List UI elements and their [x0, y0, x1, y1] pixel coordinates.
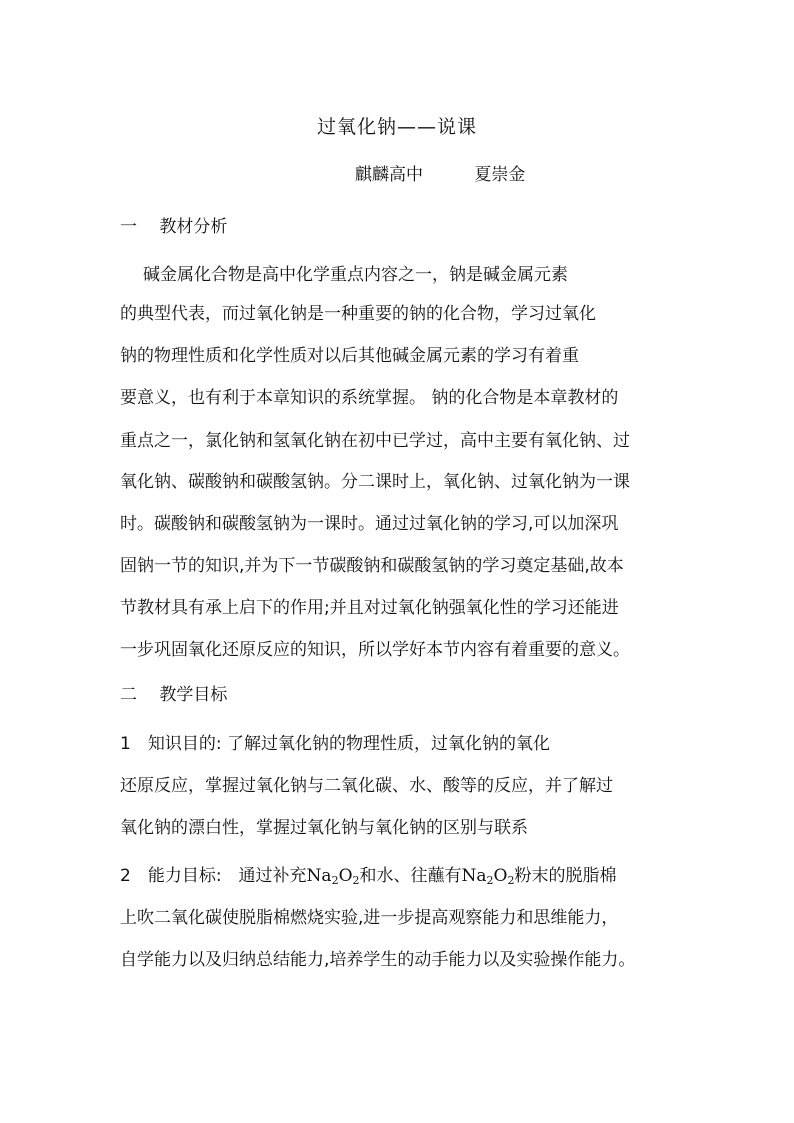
- objective-line: 氧化钠的漂白性，掌握过氧化钠与氧化钠的区别与联系: [120, 818, 528, 838]
- paragraph-line: 碱金属化合物是高中化学重点内容之一，钠是碱金属元素: [126, 265, 568, 285]
- objective-line: 自学能力以及归纳总结能力,培养学生的动手能力以及实验操作能力。: [120, 950, 636, 970]
- paragraph-line: 氧化钠、碳酸钠和碳酸氢钠。分二课时上，氧化钠、过氧化钠为一课: [120, 472, 630, 492]
- school-name: 麒麟高中: [355, 165, 423, 185]
- section-heading-2: 二 教学目标: [120, 685, 228, 705]
- paragraph-line: 时。碳酸钠和碳酸氢钠为一课时。通过过氧化钠的学习,可以加深巩: [120, 514, 619, 534]
- objective-line-2: [120, 861, 616, 887]
- objective-mid: 和水、往蘸有: [359, 866, 462, 886]
- paragraph-line: 节教材具有承上启下的作用;并且对过氧化钠强氧化性的学习还能进: [120, 598, 619, 618]
- formula-na2o2: $Na_2O_2$: [306, 866, 360, 887]
- section-heading-1: 一 教材分析: [120, 217, 228, 237]
- paragraph-line: 固钠一节的知识,并为下一节碳酸钠和碳酸氢钠的学习奠定基础,故本: [120, 556, 624, 576]
- paragraph-line: 一步巩固氧化还原反应的知识，所以学好本节内容有着重要的意义。: [120, 640, 630, 660]
- paragraph-line: 钠的物理性质和化学性质对以后其他碱金属元素的学习有着重: [120, 346, 579, 366]
- objective-line: 上吹二氧化碳使脱脂棉燃烧实验,进一步提高观察能力和思维能力，: [120, 908, 619, 928]
- teacher-name: 夏崇金: [474, 165, 526, 185]
- paragraph-line: 的典型代表，而过氧化钠是一种重要的钠的化合物，学习过氧化: [120, 304, 596, 324]
- objective-line: 1 知识目的: 了解过氧化钠的物理性质，过氧化钠的氧化: [120, 734, 550, 754]
- objective-suffix: 粉末的脱脂棉: [514, 866, 617, 886]
- document-title: 过氧化钠——说课: [316, 116, 477, 138]
- objective-prefix: 2 能力目标: 通过补充: [120, 866, 307, 886]
- paragraph-line: 要意义，也有利于本章知识的系统掌握。 钠的化合物是本章教材的: [120, 388, 619, 408]
- paragraph-line: 重点之一，氯化钠和氢氧化钠在初中已学过，高中主要有氧化钠、过: [120, 431, 630, 451]
- formula-na2o2: $Na_2O_2$: [461, 866, 515, 887]
- objective-line: 还原反应，掌握过氧化钠与二氧化碳、水、酸等的反应，并了解过: [120, 776, 613, 796]
- author-line: [355, 160, 525, 185]
